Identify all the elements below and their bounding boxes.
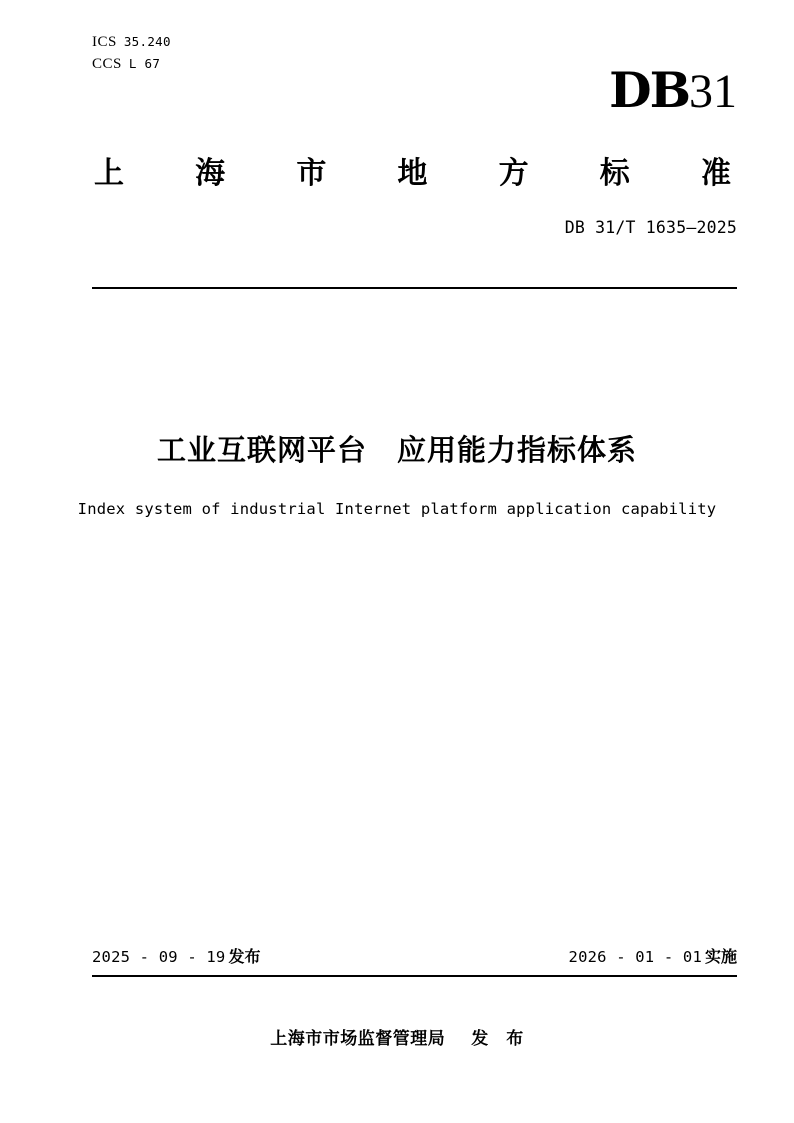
standard-number: DB 31/T 1635—2025 (564, 218, 737, 237)
issue-label: 发布 (228, 947, 261, 966)
standard-type-char-6: 准 (700, 156, 731, 191)
effective-date: 2026 - 01 - 01 (568, 948, 702, 966)
standard-type-title (88, 148, 737, 192)
footer-divider (92, 975, 737, 977)
db31-logo (609, 61, 737, 119)
issuer-name: 上海市市场监督管理局 (270, 1029, 446, 1049)
standard-type-char-2: 市 (296, 156, 327, 191)
ccs-label: CCS (92, 55, 122, 72)
standard-type-char-1: 海 (195, 156, 226, 191)
issue-date-block (92, 944, 260, 967)
db-logo-text: DB (609, 61, 689, 119)
header-divider (92, 287, 737, 289)
effective-label: 实施 (704, 947, 737, 966)
effective-date-block (569, 944, 737, 967)
ccs-row (92, 54, 171, 76)
issue-date: 2025 - 09 - 19 (92, 948, 226, 966)
ccs-value: L 67 (128, 55, 161, 71)
issuer-action: 发 布 (471, 1029, 524, 1049)
date-row (92, 944, 737, 967)
standard-type-char-3: 地 (397, 156, 428, 191)
ics-label: ICS (92, 34, 117, 50)
document-title-en: Index system of industrial Internet platform application capability (77, 500, 717, 518)
ics-value: 35.240 (123, 34, 171, 49)
ics-block (92, 32, 171, 76)
db-logo-number: 31 (689, 65, 737, 118)
standard-type-char-4: 方 (498, 156, 529, 191)
ics-row (92, 32, 171, 54)
document-title-cn: 工业互联网平台 应用能力指标体系 (156, 433, 637, 467)
standard-type-char-5: 标 (599, 156, 630, 191)
standard-type-char-0: 上 (94, 156, 124, 191)
issuer-line (0, 1024, 794, 1049)
